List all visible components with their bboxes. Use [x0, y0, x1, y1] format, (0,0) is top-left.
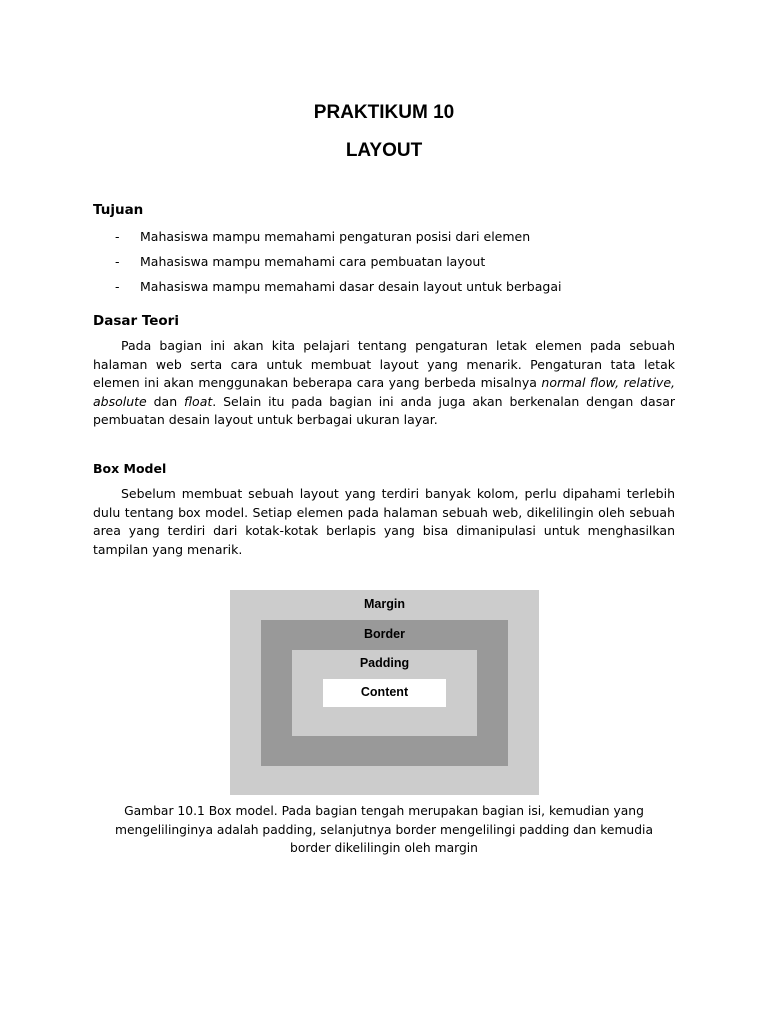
- border-label: Border: [364, 627, 405, 641]
- box-model-figure: [230, 590, 539, 795]
- page-subtitle: LAYOUT: [345, 140, 423, 161]
- list-item: [115, 278, 561, 303]
- figure-caption: Gambar 10.1 Box model. Pada bagian tengah merupakan bagian isi, kemudian yang mengelilinginya adalah padding, selanjutnya border mengelilingi padding dan kemudia border dikelilingin oleh margin: [115, 804, 653, 855]
- dasar-teori-paragraph: [93, 337, 675, 430]
- box-model-heading: Box Model: [93, 461, 167, 476]
- list-item-text: Mahasiswa mampu memahami pengaturan posisi dari elemen: [140, 229, 531, 244]
- page-title: PRAKTIKUM 10: [313, 102, 455, 123]
- list-item: [115, 253, 561, 278]
- tujuan-list: [115, 228, 561, 303]
- tujuan-heading: Tujuan: [93, 202, 144, 218]
- margin-label: Margin: [364, 597, 405, 611]
- list-item-text: Mahasiswa mampu memahami dasar desain layout untuk berbagai: [140, 279, 562, 294]
- paragraph-text: Pada bagian ini akan kita pelajari tentang pengaturan letak elemen pada sebuah halaman web serta cara untuk membuat layout yang menarik. Pengaturan tata letak elemen ini akan menggunakan beberapa cara yang berbeda misalnya: [93, 338, 675, 390]
- bullet-dash: -: [115, 279, 120, 294]
- dasar-teori-heading: Dasar Teori: [93, 313, 179, 329]
- paragraph-text: . Selain itu pada bagian ini anda juga akan berkenalan dengan dasar pembuatan desain layout untuk berbagai ukuran layar.: [93, 393, 676, 427]
- bullet-dash: -: [115, 229, 120, 244]
- padding-layer: [292, 650, 477, 736]
- paragraph-italic: float: [183, 393, 213, 409]
- list-item-text: Mahasiswa mampu memahami cara pembuatan layout: [140, 254, 486, 269]
- padding-label: Padding: [359, 656, 410, 670]
- paragraph-text: dan: [146, 393, 184, 409]
- bullet-dash: -: [115, 254, 120, 269]
- border-layer: [261, 620, 508, 766]
- list-item: [115, 228, 561, 253]
- content-layer: [323, 679, 446, 707]
- box-model-paragraph: Sebelum membuat sebuah layout yang terdiri banyak kolom, perlu dipahami terlebih dulu tentang box model. Setiap elemen pada halaman sebuah web, dikelilingin oleh sebuah area yang terdiri dari kotak-kotak berlapis yang bisa dimanipulasi untuk menghasilkan tampilan yang menarik.: [93, 486, 675, 557]
- paragraph-italic: normal flow, relative, absolute: [93, 375, 675, 409]
- content-label: Content: [360, 685, 409, 699]
